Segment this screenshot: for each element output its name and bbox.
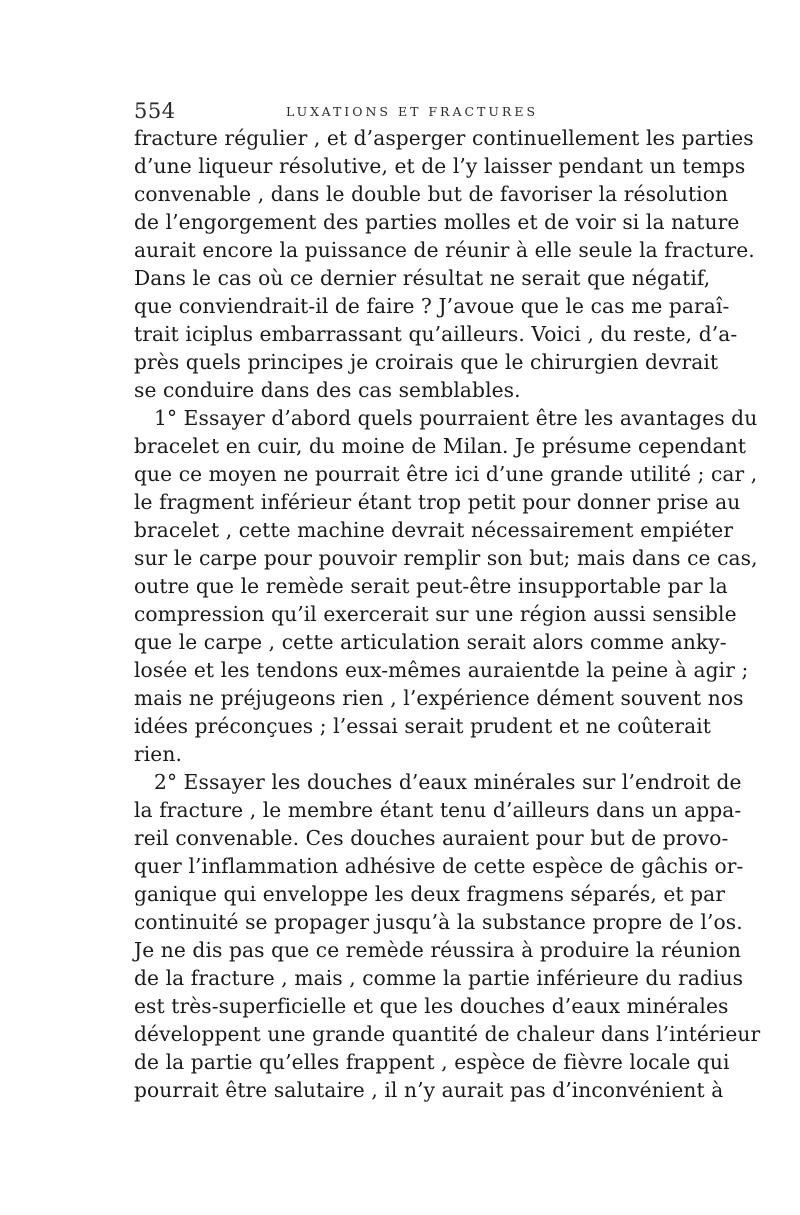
page-header [134, 98, 670, 124]
text-line: aurait encore la puissance de réunir à elle seule la fracture. [134, 238, 755, 262]
text-line: outre que le remède serait peut-être insupportable par la [134, 574, 728, 598]
text-line: que le carpe , cette articulation serait alors comme anky- [134, 630, 727, 654]
text-line: rien. [134, 742, 182, 766]
page-number: 554 [134, 99, 176, 123]
text-line: de la fracture , mais , comme la partie inférieure du radius [134, 966, 744, 990]
text-body [134, 124, 761, 1104]
text-line: Je ne dis pas que ce remède réussira à produire la réunion [134, 938, 742, 962]
text-line: développent une grande quantité de chaleur dans l’intérieur [134, 1022, 761, 1046]
text-line: mais ne préjugeons rien , l’expérience dément souvent nos [134, 686, 744, 710]
text-line: convenable , dans le double but de favoriser la résolution [134, 182, 729, 206]
text-line: ganique qui enveloppe les deux fragmens séparés, et par [134, 882, 726, 906]
text-line: quer l’inflammation adhésive de cette espèce de gâchis or- [134, 854, 744, 878]
text-line: la fracture , le membre étant tenu d’ailleurs dans un appa- [134, 798, 742, 822]
running-title: LUXATIONS ET FRACTURES [286, 104, 539, 119]
text-line: Dans le cas où ce dernier résultat ne serait que négatif, [134, 266, 711, 290]
text-line: est très-superficielle et que les douches d’eaux minérales [134, 994, 729, 1018]
text-line: se conduire dans des cas semblables. [134, 378, 521, 402]
text-line: reil convenable. Ces douches auraient pour but de provo- [134, 826, 729, 850]
text-line: sur le carpe pour pouvoir remplir son but; mais dans ce cas, [134, 546, 758, 570]
text-line: de la partie qu’elles frappent , espèce de fièvre locale qui [134, 1050, 730, 1074]
text-line: le fragment inférieur étant trop petit pour donner prise au [134, 490, 741, 514]
text-line: que ce moyen ne pourrait être ici d’une grande utilité ; car , [134, 462, 758, 486]
text-line: bracelet en cuir, du moine de Milan. Je présume cependant [134, 434, 747, 458]
text-line: pourrait être salutaire , il n’y aurait pas d’inconvénient à [134, 1078, 724, 1102]
text-line: d’une liqueur résolutive, et de l’y laisser pendant un temps [134, 154, 746, 178]
text-line: trait iciplus embarrassant qu’ailleurs. Voici , du reste, d’a- [134, 322, 738, 346]
text-line: bracelet , cette machine devrait nécessairement empiéter [134, 518, 734, 542]
text-line: losée et les tendons eux-mêmes auraientde la peine à agir ; [134, 658, 749, 682]
text-line: de l’engorgement des parties molles et de voir si la nature [134, 210, 740, 234]
text-line: près quels principes je croirais que le chirurgien devrait [134, 350, 719, 374]
text-line: compression qu’il exercerait sur une région aussi sensible [134, 602, 737, 626]
text-line: continuité se propager jusqu’à la substance propre de l’os. [134, 910, 743, 934]
text-line: que conviendrait-il de faire ? J’avoue que le cas me paraî- [134, 294, 730, 318]
text-line: fracture régulier , et d’asperger continuellement les parties [134, 126, 754, 150]
text-line: 1° Essayer d’abord quels pourraient être les avantages du [154, 406, 758, 430]
text-line: idées préconçues ; l’essai serait prudent et ne coûterait [134, 714, 712, 738]
text-line: 2° Essayer les douches d’eaux minérales sur l’endroit de [154, 770, 742, 794]
